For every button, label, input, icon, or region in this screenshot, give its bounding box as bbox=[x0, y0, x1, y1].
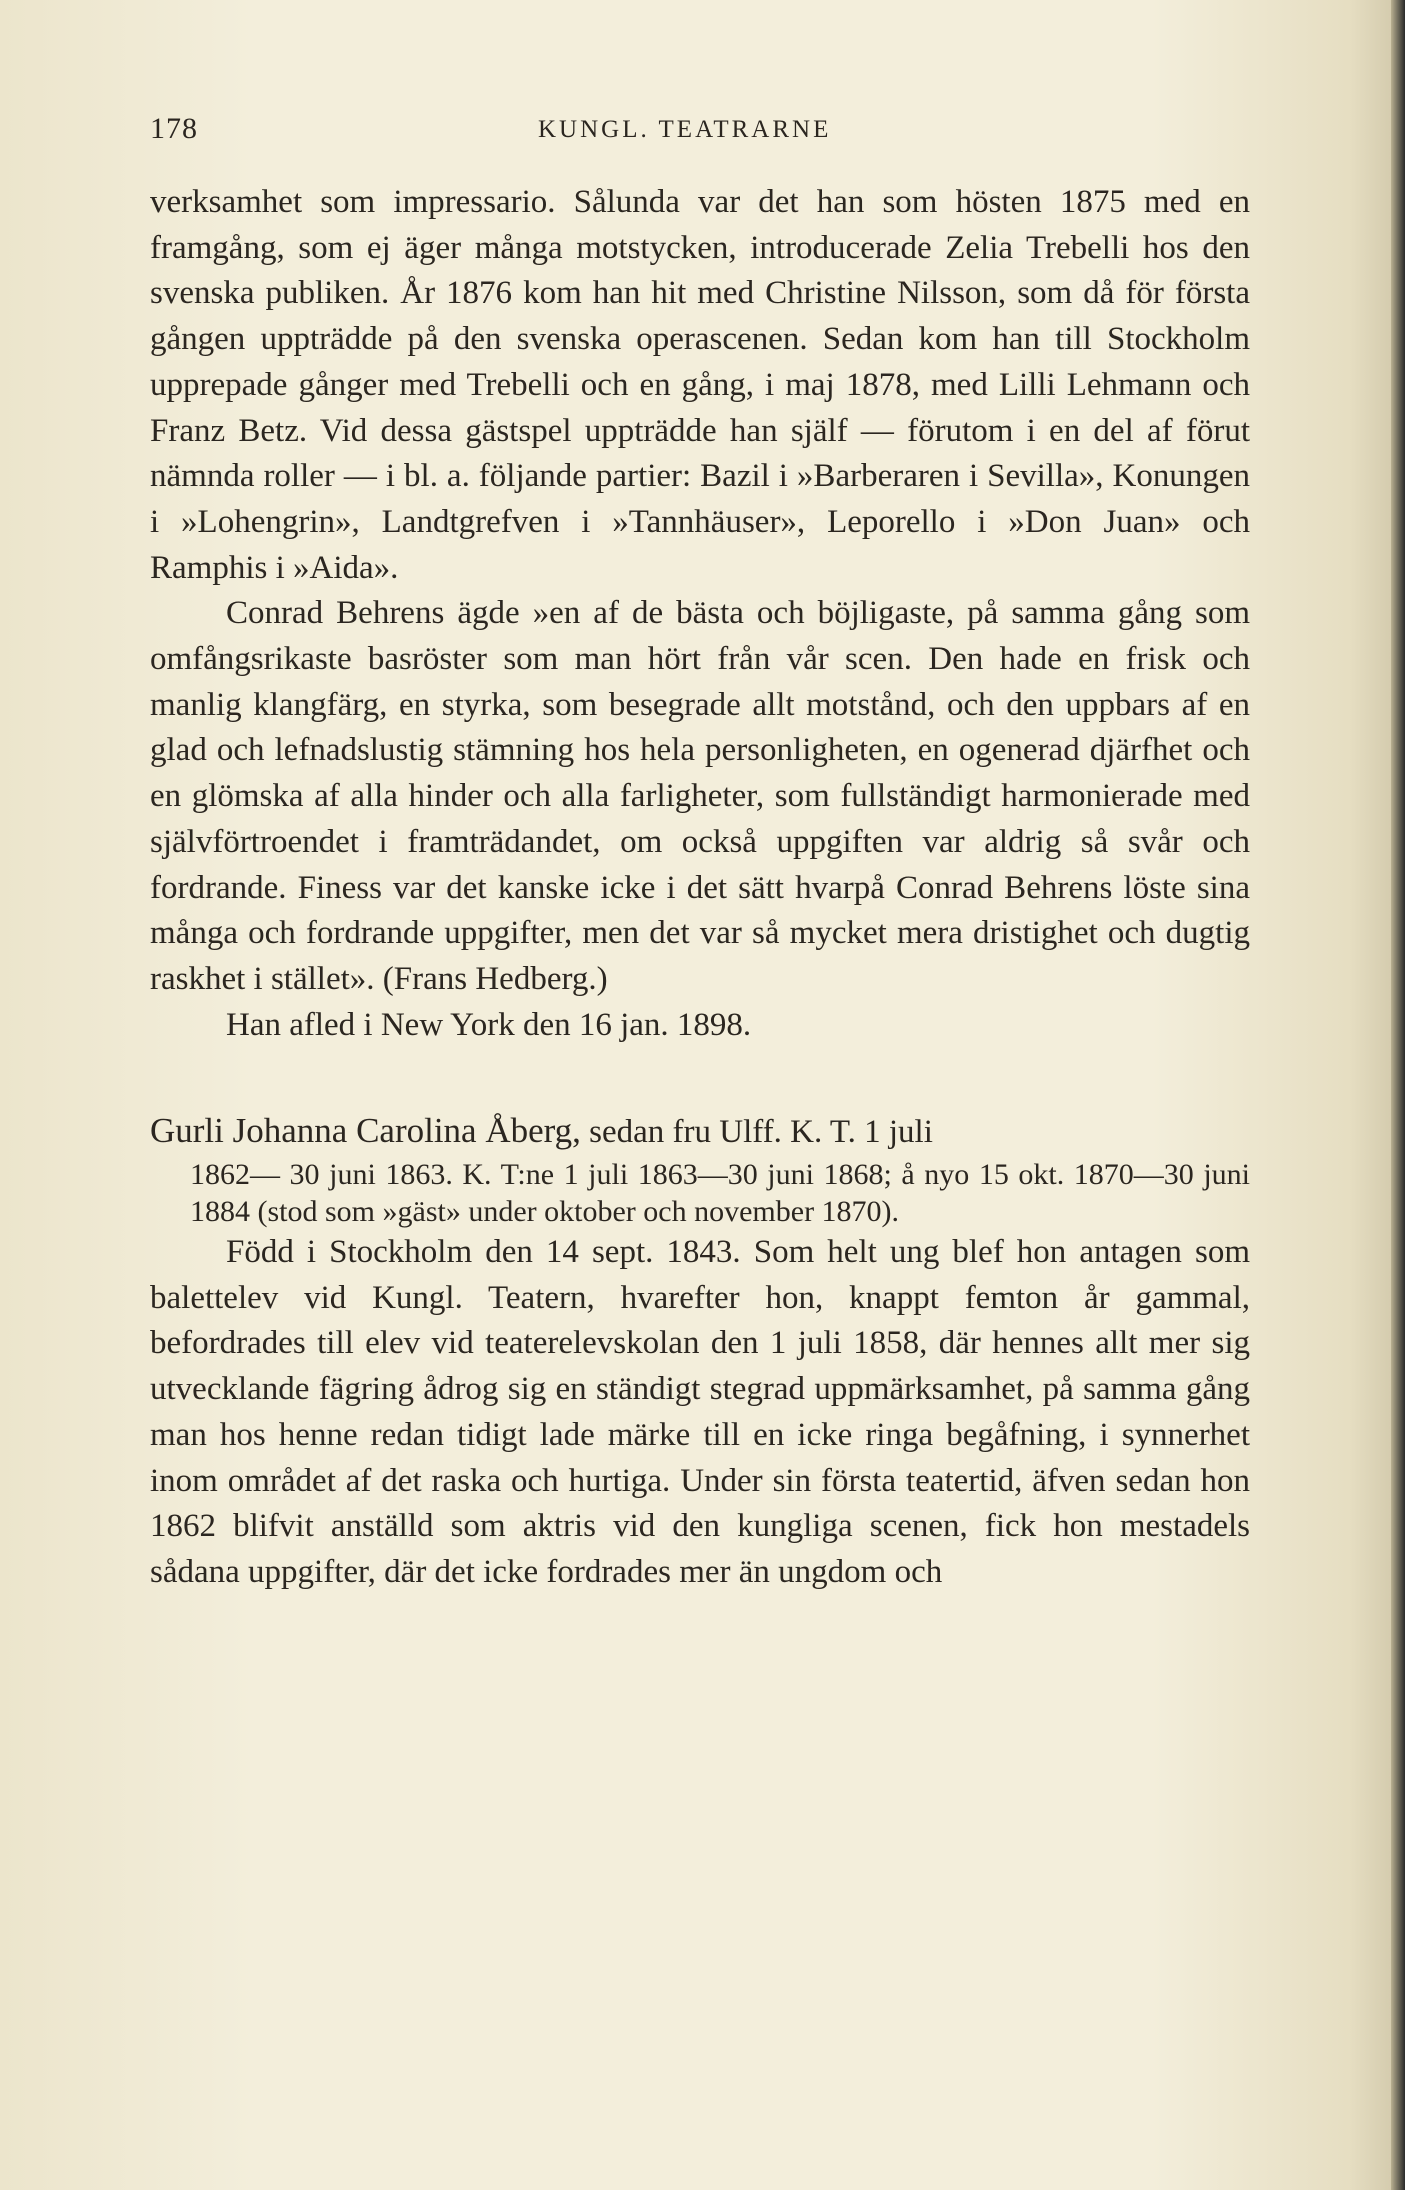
page-number: 178 bbox=[150, 112, 198, 145]
paragraph-biography: Född i Stockholm den 14 sept. 1843. Som helt ung blef hon antagen som balettelev vid Kungl. Teatern, hvarefter hon, knappt femton år gammal, befordrades till elev vid teaterelevskolan den 1 juli 1858, där hennes allt mer sig utvecklande fägring ådrog sig en ständigt stegrad uppmärksamhet, på samma gång man hos henne redan tidigt lade märke till en icke ringa begåfning, i synnerhet inom området af det raska och hurtiga. Under sin första teatertid, äfven sedan hon 1862 blifvit anställd som aktris vid den kungliga scenen, fick hon mestadels sådana uppgifter, där det icke fordrades mer än ungdom och bbox=[150, 1234, 1250, 1590]
page-header bbox=[150, 112, 1260, 152]
running-head: KUNGL. TEATRARNE bbox=[538, 116, 832, 143]
page-edge-shadow bbox=[1391, 0, 1405, 2190]
entry-name: Gurli Johanna Carolina Åberg, bbox=[150, 1111, 581, 1151]
biography-entry-heading bbox=[150, 1108, 1250, 1230]
entry-engagement: sedan fru Ulff. K. T. 1 juli bbox=[580, 1114, 933, 1151]
paragraph-continuation: verksamhet som impressario. Sålunda var det han som hösten 1875 med en framgång, som ej äger många motstycken, introducerade Zelia Trebelli hos den svenska publiken. År 1876 kom han hit med Christine Nilsson, som då för första gången uppträdde på den svenska operascenen. Sedan kom han till Stockholm upprepade gånger med Trebelli och en gång, i maj 1878, med Lilli Lehmann och Franz Betz. Vid dessa gästspel uppträdde han själf — förutom i en del af förut nämnda roller — i bl. a. följande partier: Bazil i »Barberaren i Sevilla», Konungen i »Lohengrin», Landtgrefven i »Tannhäuser», Leporello i »Don Juan» och Ramphis i »Aida». bbox=[150, 184, 1250, 586]
entry-first-line bbox=[150, 1108, 1250, 1156]
entry-engagement-details: 1862— 30 juni 1863. K. T:ne 1 juli 1863—30 juni 1868; å nyo 15 okt. 1870—30 juni 1884 (stod som »gäst» under oktober och november 1870). bbox=[190, 1158, 1250, 1229]
paragraph-quote: Conrad Behrens ägde »en af de bästa och böjligaste, på samma gång som omfångsrikaste basröster som man hört från vår scen. Den hade en frisk och manlig klangfärg, en styrka, som besegrade allt motstånd, och den uppbars af en glad och lefnadslustig stämning hos hela personligheten, en ogenerad djärfhet och en glömska af alla hinder och alla farligheter, som fullständigt harmonierade med självförtroendet i framträdandet, om också uppgiften var aldrig så svår och fordrande. Finess var det kanske icke i det sätt hvarpå Conrad Behrens löste sina många och fordrande uppgifter, men det var så mycket mera dristighet och dugtig raskhet i stället». (Frans Hedberg.) bbox=[150, 595, 1250, 997]
body-text bbox=[150, 180, 1250, 1596]
section-gap bbox=[150, 1048, 1250, 1108]
paragraph-death: Han afled i New York den 16 jan. 1898. bbox=[226, 1006, 752, 1043]
